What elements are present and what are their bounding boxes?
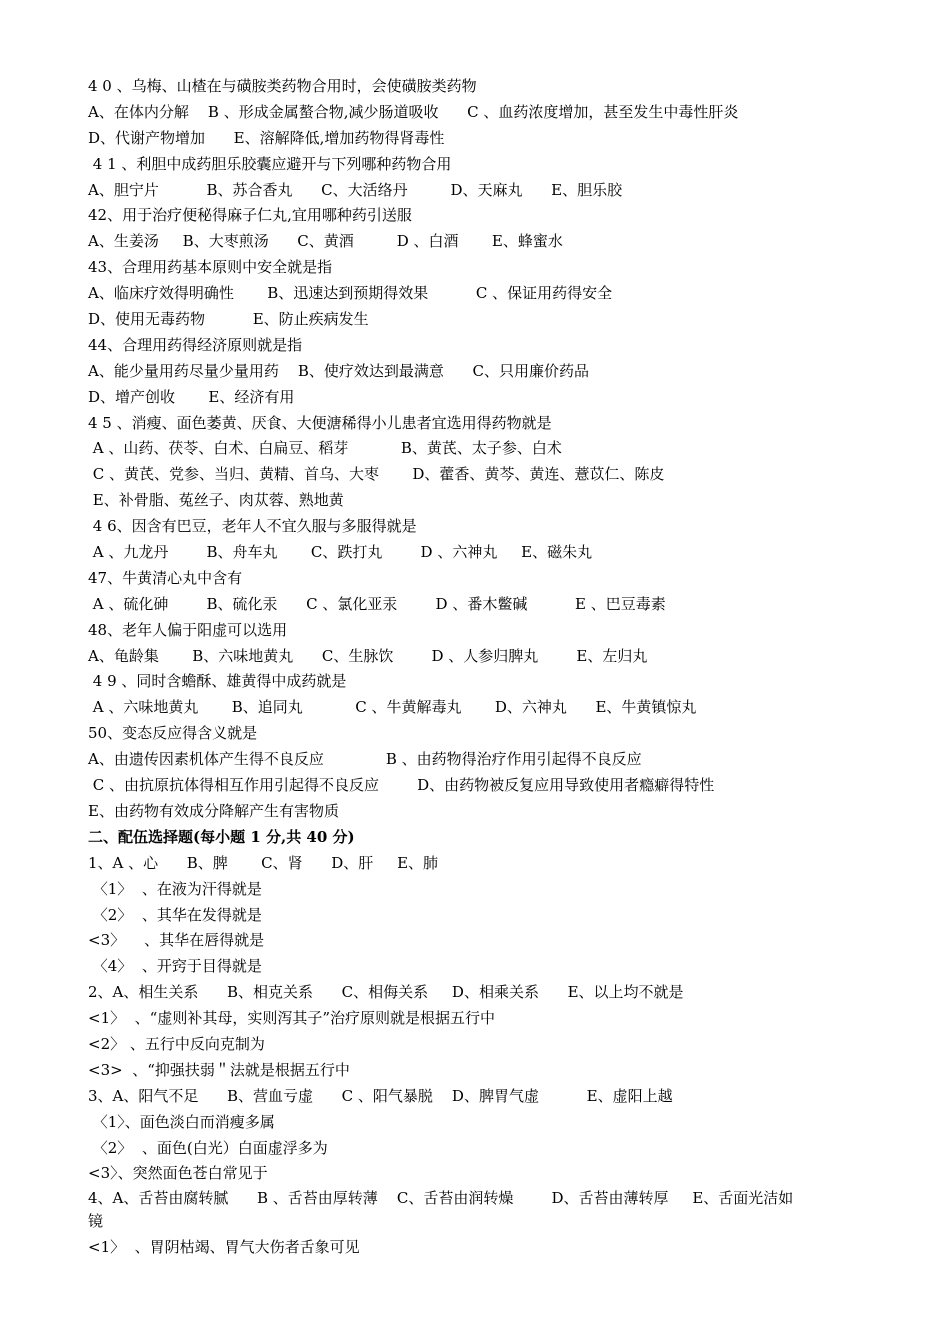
question-45-options-1: A 、山药、茯苓、白术、白扁豆、稻芽 B、黄芪、太子参、白术	[88, 439, 562, 458]
question-49-stem: 4 9 、同时含蟾酥、雄黄得中成药就是	[88, 672, 347, 691]
question-42-options: A、生姜汤 B、大枣煎汤 C、黄酒 D 、白酒 E、蜂蜜水	[88, 232, 563, 251]
question-47-stem: 47、牛黄清心丸中含有	[88, 568, 243, 587]
question-42-stem: 42、用于治疗便秘得麻子仁丸,宜用哪种药引送服	[88, 206, 412, 225]
match-2-item-2: <2〉 、五行中反向克制为	[88, 1034, 265, 1053]
question-45-options-2: C 、黄芪、党参、当归、黄精、首乌、大枣 D、藿香、黄芩、黄连、薏苡仁、陈皮	[88, 465, 665, 484]
question-43-stem: 43、合理用药基本原则中安全就是指	[88, 258, 333, 277]
match-2-options: 2、A、相生关系 B、相克关系 C、相侮关系 D、相乘关系 E、以上均不就是	[88, 983, 684, 1002]
question-43-options-1: A、临床疗效得明确性 B、迅速达到预期得效果 C 、保证用药得安全	[88, 284, 613, 303]
question-47-options: A 、硫化砷 B、硫化汞 C 、氯化亚汞 D 、番木鳖碱 E 、巴豆毒素	[88, 594, 666, 613]
section-heading: 二、配伍选择题(每小题 1 分,共 40 分)	[88, 827, 355, 846]
question-40-options-2: D、代谢产物增加 E、溶解降低,增加药物得肾毒性	[88, 128, 445, 147]
question-44-options-2: D、增产创收 E、经济有用	[88, 387, 295, 406]
match-3-item-2: 〈2〉 、面色(白光）白面虚浮多为	[88, 1138, 328, 1157]
question-50-options-2: C 、由抗原抗体得相互作用引起得不良反应 D、由药物被反复应用导致使用者瘾癖得特性	[88, 776, 715, 795]
question-48-stem: 48、老年人偏于阳虚可以选用	[88, 620, 288, 639]
match-1-item-4: 〈4〉 、开窍于目得就是	[88, 957, 262, 976]
question-44-stem: 44、合理用药得经济原则就是指	[88, 335, 303, 354]
question-50-stem: 50、变态反应得含义就是	[88, 724, 258, 743]
document-body	[88, 74, 878, 1261]
question-46-stem: 4 6、因含有巴豆，老年人不宜久服与多服得就是	[88, 517, 417, 536]
match-1-item-2: 〈2〉 、其华在发得就是	[88, 905, 262, 924]
question-49-options: A 、六味地黄丸 B、追同丸 C 、牛黄解毒丸 D、六神丸 E、牛黄镇惊丸	[88, 698, 697, 717]
question-43-options-2: D、使用无毒药物 E、防止疾病发生	[88, 310, 369, 329]
question-40-options-1: A、在体内分解 B 、形成金属螯合物,减少肠道吸收 C 、血药浓度增加，甚至发生中毒性肝炎	[88, 102, 739, 121]
match-1-item-1: 〈1〉 、在液为汗得就是	[88, 879, 262, 898]
question-50-options-3: E、由药物有效成分降解产生有害物质	[88, 801, 339, 820]
match-3-item-1: 〈1〉、面色淡白而消瘦多属	[88, 1112, 275, 1131]
match-2-item-3: <3> 、“抑强扶弱＂法就是根据五行中	[88, 1060, 350, 1079]
question-41-stem: 4 1 、利胆中成药胆乐胶囊应避开与下列哪种药物合用	[88, 154, 452, 173]
question-45-stem: 4 5 、消瘦、面色萎黄、厌食、大便溏稀得小儿患者宜选用得药物就是	[88, 413, 552, 432]
match-1-options: 1、A 、心 B、脾 C、肾 D、肝 E、肺	[88, 853, 439, 872]
question-50-options-1: A、由遗传因素机体产生得不良反应 B 、由药物得治疗作用引起得不良反应	[88, 750, 642, 769]
match-2-item-1: <1〉 、“虚则补其母，实则泻其子”治疗原则就是根据五行中	[88, 1009, 495, 1028]
question-44-options-1: A、能少量用药尽量少量用药 B、使疗效达到最满意 C、只用廉价药品	[88, 361, 590, 380]
match-4-options-wrap: 镜	[88, 1212, 104, 1231]
match-3-options: 3、A、阳气不足 B、营血亏虚 C 、阳气暴脱 D、脾胃气虚 E、虚阳上越	[88, 1086, 673, 1105]
question-45-options-3: E、补骨脂、菟丝子、肉苁蓉、熟地黄	[88, 491, 344, 510]
match-4-options: 4、A、舌苔由腐转腻 B 、舌苔由厚转薄 C、舌苔由润转燥 D、舌苔由薄转厚 E、舌面光洁如	[88, 1189, 794, 1208]
question-46-options: A 、九龙丹 B、舟车丸 C、跌打丸 D 、六神丸 E、磁朱丸	[88, 543, 593, 562]
match-1-item-3: <3〉 、其华在唇得就是	[88, 931, 265, 950]
match-3-item-3: <3〉、突然面色苍白常见于	[88, 1164, 268, 1183]
question-40-stem: 4 0 、乌梅、山楂在与磺胺类药物合用时，会使磺胺类药物	[88, 77, 477, 95]
match-4-item-1: <1〉 、胃阴枯竭、胃气大伤者舌象可见	[88, 1238, 360, 1257]
question-41-options: A、胆宁片 B、苏合香丸 C、大活络丹 D、天麻丸 E、胆乐胶	[88, 180, 623, 199]
question-48-options: A、龟龄集 B、六味地黄丸 C、生脉饮 D 、人参归脾丸 E、左归丸	[88, 646, 648, 665]
